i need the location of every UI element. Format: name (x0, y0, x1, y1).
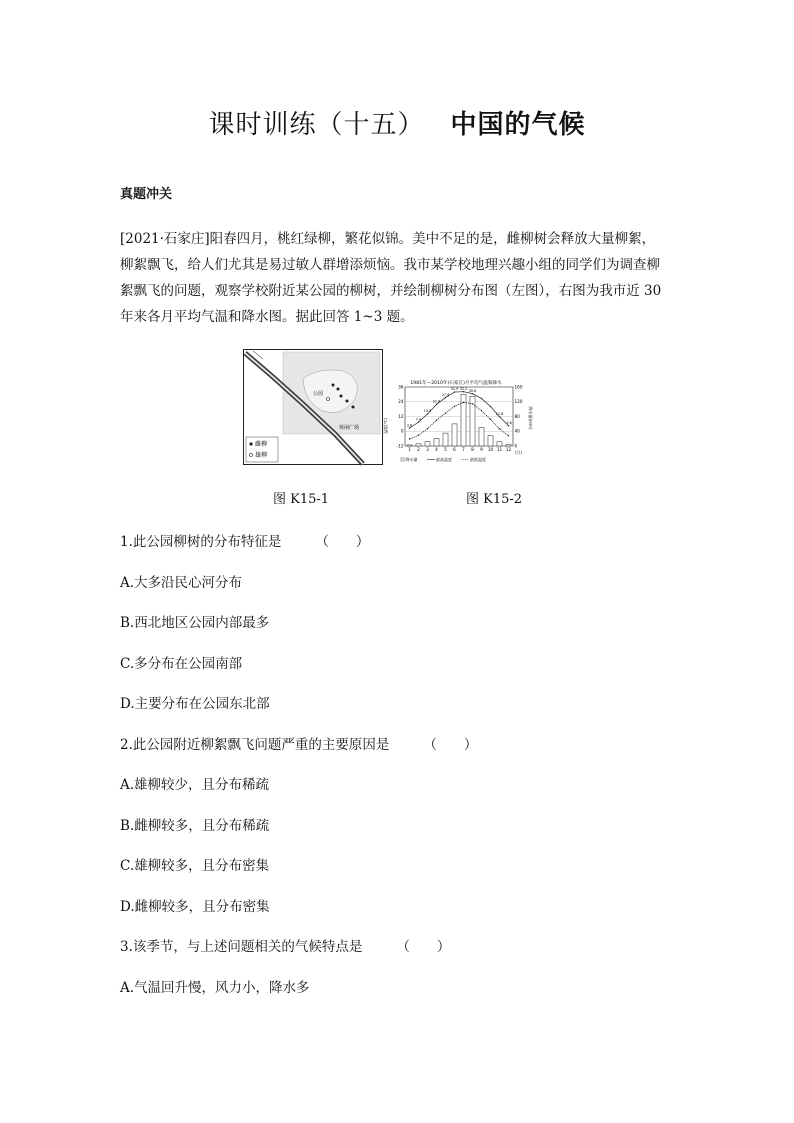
page-title (0, 104, 794, 141)
question-3-stem (120, 935, 450, 955)
precip-bar (425, 442, 430, 446)
question-stem-text: 3.该季节，与上述问题相关的气候特点是 (120, 939, 363, 955)
x-tick: 11 (496, 447, 503, 452)
tmax-point (454, 391, 455, 392)
tmin-point (445, 412, 446, 413)
y-left-tick: 12 (398, 413, 404, 419)
willow-marker (337, 388, 340, 391)
question-stem-text: 1.此公园柳树的分布特征是 (120, 534, 282, 550)
option: A.大多沿民心河分布 (120, 575, 243, 591)
tmax-point (418, 421, 419, 422)
precip-bar (407, 445, 412, 446)
point-label: 3.6 (406, 423, 413, 428)
figure-caption-left: 图 K15-1 (273, 492, 330, 507)
tmax-point (490, 406, 491, 407)
precip-bar (443, 433, 448, 446)
figure-caption-right: 图 K15-2 (466, 492, 523, 507)
tmax-point (427, 413, 428, 414)
tmin-point (490, 419, 491, 420)
tmin-point (418, 435, 419, 436)
point-label: 30.6 (468, 388, 477, 393)
willow-marker (340, 395, 343, 398)
point-label: 27.4 (441, 392, 450, 397)
tmin-point (499, 428, 500, 429)
point-label: 7.4 (415, 417, 422, 422)
tmin-point (436, 419, 437, 420)
park-label: 公园 (313, 391, 324, 397)
y-left-tick: 0 (400, 428, 404, 434)
tmax-point (481, 398, 482, 399)
section-heading: 真题冲关 (120, 187, 173, 202)
precip-bar (497, 442, 502, 446)
x-tick: 1 (408, 447, 411, 452)
question-2-stem (120, 733, 477, 753)
point-label: -3.6 (505, 420, 512, 425)
willow-marker (332, 384, 335, 387)
plaza-label: 休闲广场 (339, 425, 360, 431)
legend-precip: 降水量 (405, 457, 418, 462)
x-tick: 10 (487, 447, 494, 452)
answer-paren: （ ） (315, 534, 370, 550)
point-label: 13.9 (423, 409, 432, 414)
point-label: 21.8 (432, 399, 441, 404)
intro-line: 柳絮飘飞，给人们尤其是易过敏人群增添烦恼。我市某学校地理兴趣小组的同学们为调查柳 (120, 257, 660, 273)
option: B.西北地区公园内部最多 (120, 615, 270, 631)
y-right-tick: 160 (514, 384, 523, 390)
tmax-point (472, 393, 473, 394)
precip-bar (479, 428, 484, 446)
precip-bar (434, 439, 439, 446)
title-part1: 课时训练（十五） (208, 110, 425, 140)
chart-legend (401, 456, 486, 462)
point-label: 31.9 (450, 387, 459, 392)
precip-bar (416, 444, 421, 446)
tmin-point (472, 403, 473, 404)
intro-paragraph (120, 226, 680, 330)
point-label: 11.8 (495, 411, 504, 416)
legend-tmin: 最低温度 (470, 457, 486, 462)
y-left-tick: -12 (396, 443, 404, 449)
x-tick: 5 (444, 447, 447, 452)
y-right-tick: 80 (514, 413, 520, 419)
option: C.雄柳较多，且分布密集 (120, 858, 270, 874)
tmax-point (463, 391, 464, 392)
y-left-tick: 24 (398, 399, 404, 405)
chart-title: 1981年—2010年(石家庄)月平均气温和降水 (410, 381, 502, 386)
climate-chart (381, 378, 531, 470)
answer-paren: （ ） (396, 939, 451, 955)
intro-line: [2021·石家庄]阳春四月，桃红绿柳，繁花似锦。美中不足的是，雌柳树会释放大量柳絮， (120, 231, 656, 247)
option: A.气温回升慢，风力小，降水多 (120, 980, 310, 996)
willow-marker (346, 400, 349, 403)
question-stem-text: 2.此公园附近柳絮飘飞问题严重的主要原因是 (120, 737, 390, 753)
option: D.主要分布在公园东北部 (120, 696, 270, 712)
precip-bar (452, 424, 457, 446)
option: A.雄柳较少，且分布稀疏 (120, 777, 270, 793)
option: B.雌柳较多，且分布稀疏 (120, 818, 270, 834)
tmin-point (454, 406, 455, 407)
x-tick: 8 (471, 447, 474, 452)
tmin-point (508, 435, 509, 436)
option: C.多分布在公园南部 (120, 656, 243, 672)
x-tick: 6 (453, 447, 456, 452)
intro-line: 年来各月平均气温和降水图。据此回答 1~3 题。 (120, 309, 414, 325)
x-label: (月) (515, 450, 523, 455)
x-tick: 9 (480, 447, 483, 452)
willow-marker (352, 406, 355, 409)
tmax-point (409, 427, 410, 428)
x-tick: 12 (505, 447, 512, 452)
x-tick: 4 (435, 447, 438, 452)
precip-bar (488, 436, 493, 446)
x-tick: 3 (426, 447, 429, 452)
tmin-point (427, 428, 428, 429)
willow-distribution-map (243, 349, 383, 465)
willow-marker (327, 398, 330, 401)
y-right-tick: 0 (514, 443, 518, 449)
y-left-label: 温度(℃) (383, 418, 388, 434)
y-right-tick: 120 (514, 399, 523, 405)
x-tick: 7 (462, 447, 465, 452)
legend-male-willow: 雄柳 (255, 452, 268, 459)
y-right-label: 降水量(mm) (528, 406, 533, 430)
title-part2: 中国的气候 (450, 110, 586, 140)
plot-area (397, 384, 523, 452)
tmax-point (499, 416, 500, 417)
question-1-stem (120, 530, 369, 550)
tmax-point (436, 404, 437, 405)
answer-paren: （ ） (423, 737, 478, 753)
tmax-point (445, 397, 446, 398)
x-tick: 2 (417, 447, 420, 452)
point-label: 32.2 (459, 386, 468, 391)
option: D.雌柳较多，且分布密集 (120, 899, 270, 915)
tmin-point (481, 410, 482, 411)
y-right-tick: 40 (514, 428, 520, 434)
tmin-point (409, 438, 410, 439)
legend-female-willow: 雌柳 (255, 441, 268, 448)
legend-tmax: 最高温度 (436, 457, 452, 462)
intro-line: 絮飘飞的问题，观察学校附近某公园的柳树，并绘制柳树分布图（左图），右图为我市近 30 (120, 283, 662, 299)
tmax-point (508, 425, 509, 426)
y-left-tick: 36 (398, 384, 404, 390)
tmin-point (463, 402, 464, 403)
precip-bar (506, 445, 511, 446)
